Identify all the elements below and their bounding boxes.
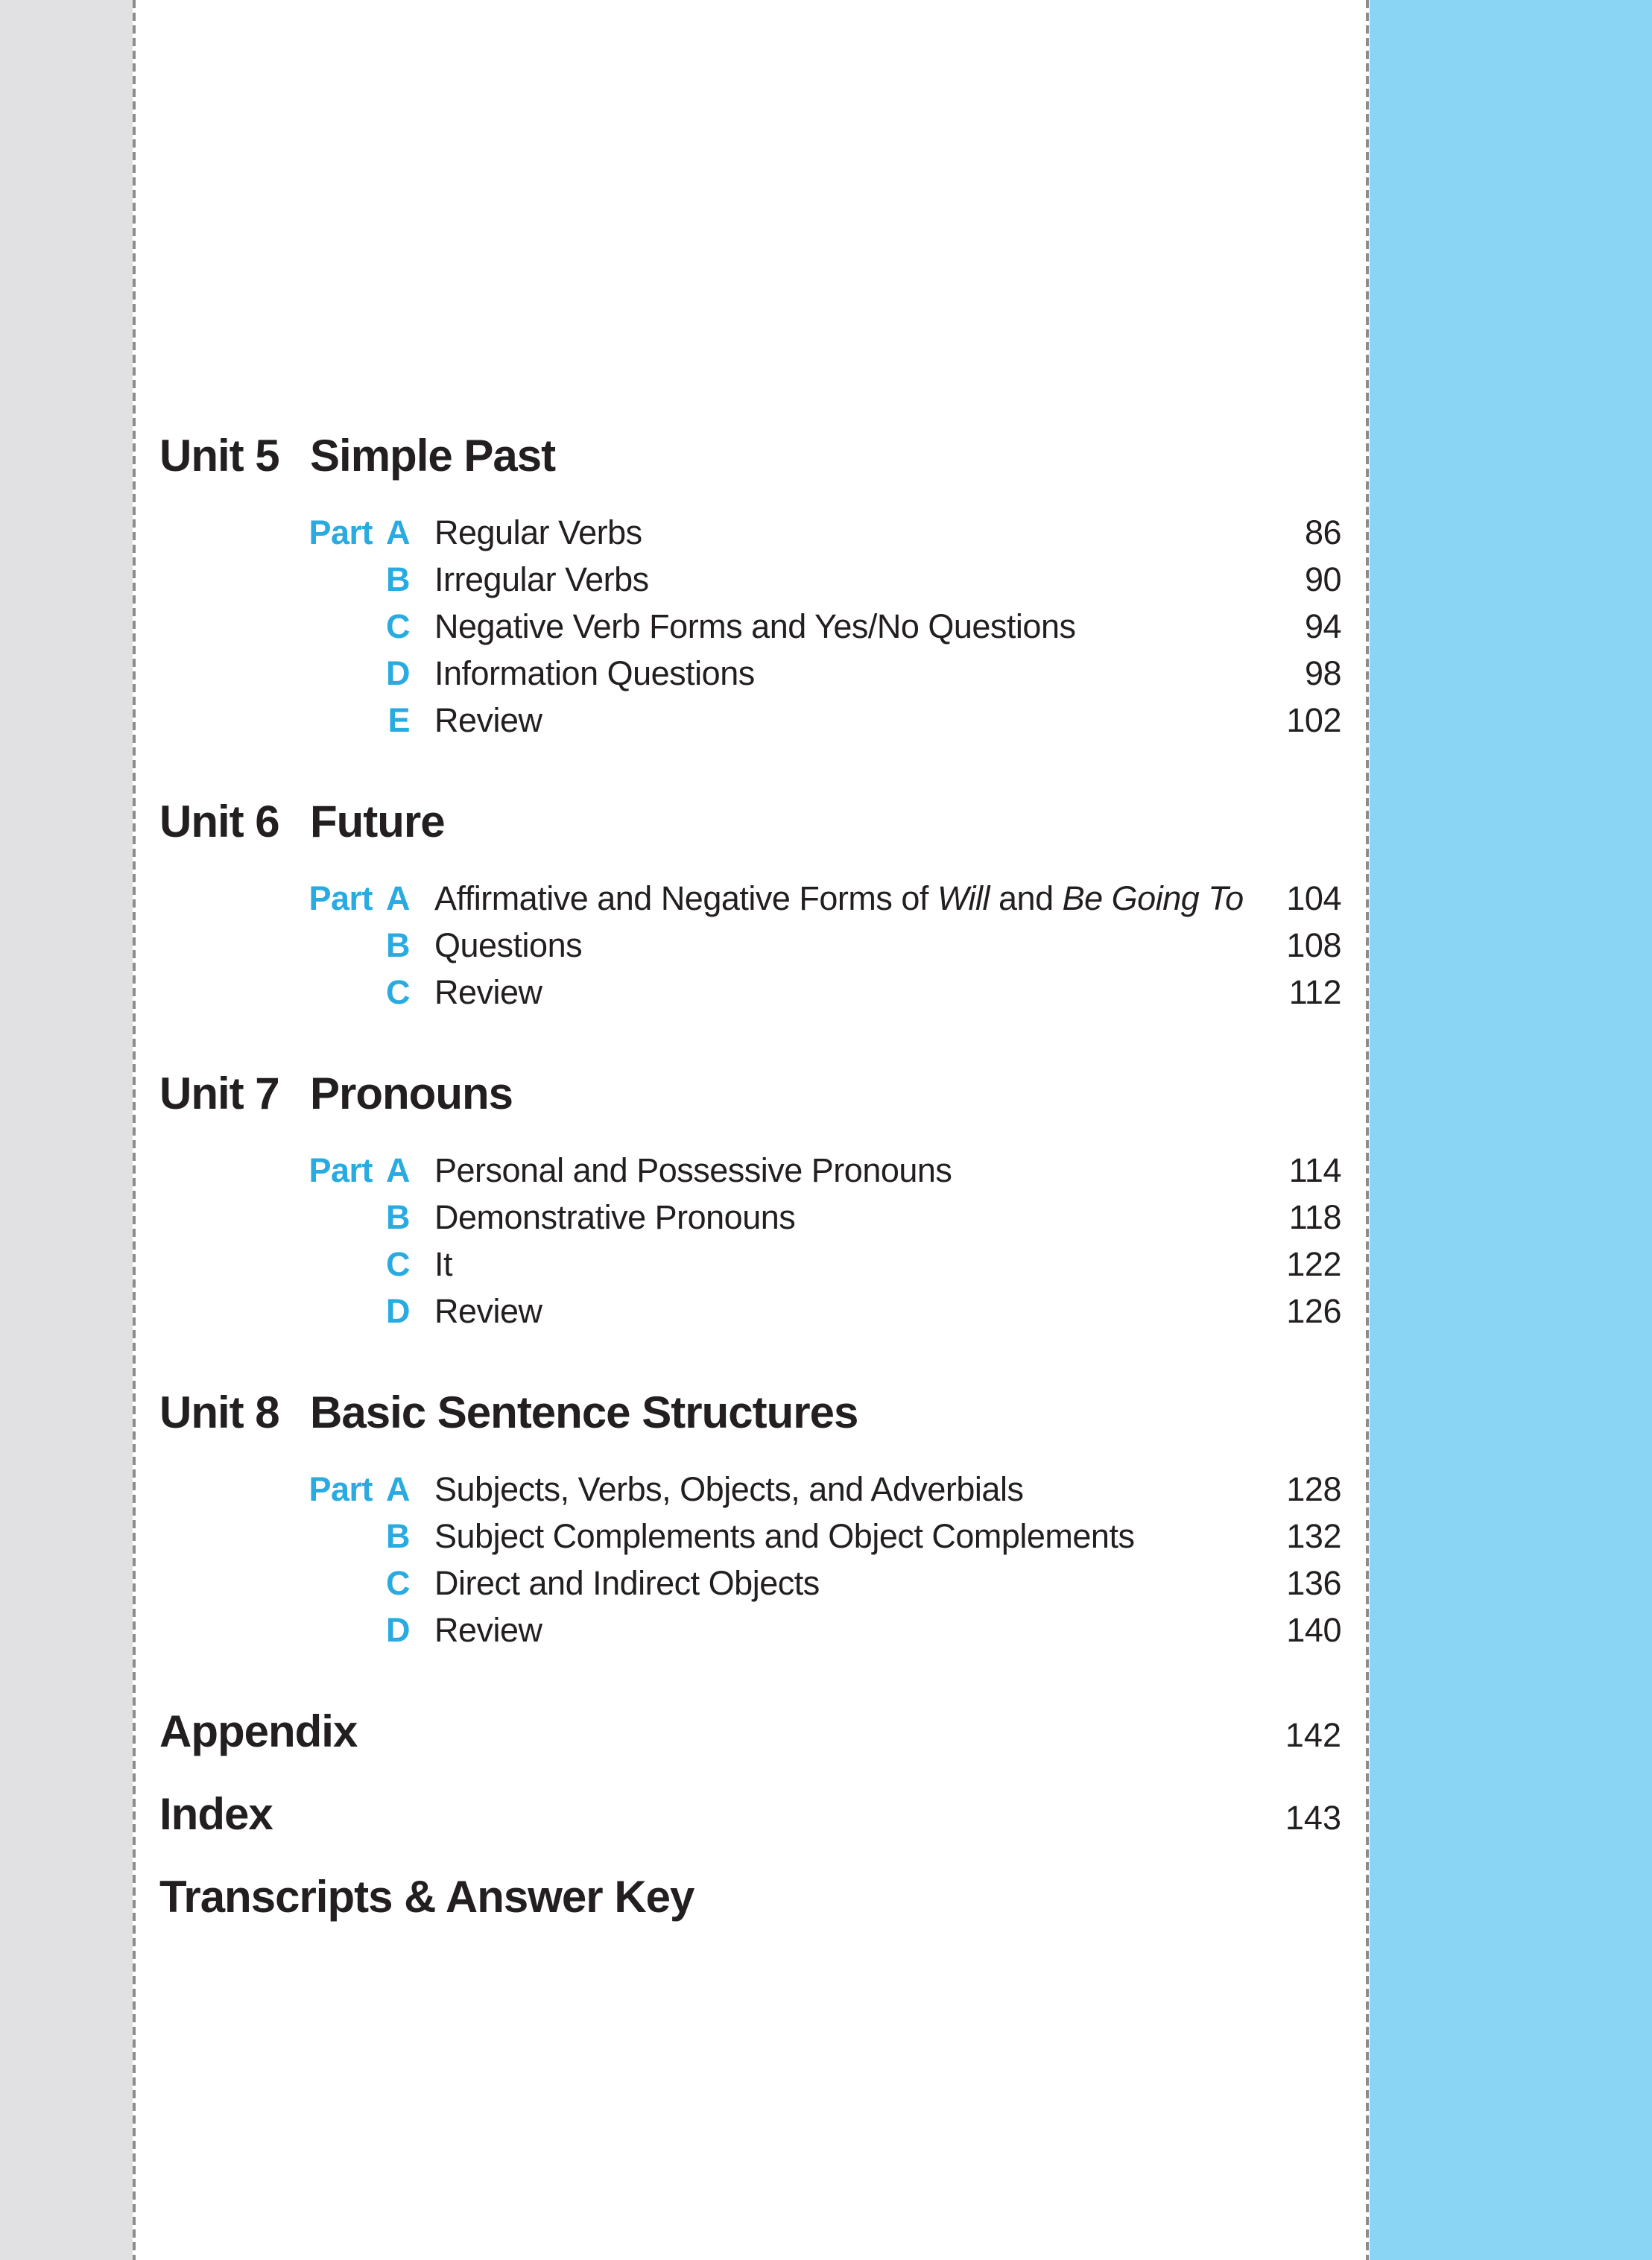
topic-italic-segment: Will: [937, 879, 990, 917]
topic-text-segment: and: [990, 879, 1063, 917]
part-label: [159, 509, 410, 556]
part-letter: B: [386, 1517, 410, 1555]
entry-topic: [410, 697, 1267, 744]
part-label: [159, 697, 410, 744]
unit-title: Future: [310, 797, 445, 846]
part-letter: A: [386, 879, 410, 917]
entry-topic: [410, 1194, 1267, 1241]
unit-heading: [159, 796, 1341, 848]
left-trim-dashed-line: [133, 0, 136, 2260]
part-label: [159, 1147, 410, 1194]
entry-topic: [410, 1288, 1267, 1335]
entry-topic: [410, 1560, 1267, 1607]
topic-text-segment: Review: [434, 973, 542, 1011]
entry-topic: [410, 1607, 1267, 1653]
part-label: [159, 1288, 410, 1335]
part-label: [159, 650, 410, 697]
unit-part-list: [159, 875, 1341, 1016]
topic-text-segment: Review: [434, 701, 542, 739]
entry-page-number: 122: [1286, 1245, 1341, 1283]
part-word: Part: [308, 879, 373, 917]
right-trim-dashed-line: [1366, 0, 1369, 2260]
entry-topic: [410, 875, 1267, 922]
entry-page-number: 114: [1288, 1151, 1341, 1189]
entry-topic: [410, 1466, 1267, 1513]
toc-entry-row: [159, 650, 1341, 697]
back-matter-list: [159, 1706, 1341, 1923]
topic-text-segment: Demonstrative Pronouns: [434, 1198, 796, 1236]
topic-text-segment: Review: [434, 1611, 542, 1649]
entry-topic: [410, 1241, 1267, 1288]
unit-part-list: [159, 509, 1341, 744]
unit-heading: [159, 1387, 1341, 1439]
entry-page-number: 108: [1286, 926, 1341, 964]
toc-entry-row: [159, 875, 1341, 922]
unit-number-label: Unit 7: [159, 1069, 279, 1118]
unit-heading: [159, 430, 1341, 482]
part-letter: B: [386, 1198, 410, 1236]
entry-topic: [410, 1147, 1267, 1194]
unit-number-label: Unit 5: [159, 431, 279, 481]
entry-topic: [410, 1513, 1267, 1560]
part-label: [159, 1241, 410, 1288]
toc-entry-row: [159, 1147, 1341, 1194]
entry-page-number: 136: [1286, 1564, 1341, 1602]
entry-page-number: 140: [1286, 1611, 1341, 1649]
entry-topic: [410, 922, 1267, 969]
entry-topic: [410, 509, 1267, 556]
topic-text-segment: Subject Complements and Object Complements: [434, 1517, 1135, 1555]
part-label: [159, 556, 410, 603]
topic-text-segment: Affirmative and Negative Forms of: [434, 879, 937, 917]
part-letter: C: [386, 1245, 410, 1283]
toc-entry-row: [159, 1288, 1341, 1335]
unit-part-list: [159, 1466, 1341, 1653]
left-margin-strip: [0, 0, 133, 2260]
part-label: [159, 1607, 410, 1653]
entry-page-number: 98: [1304, 654, 1341, 692]
toc-entry-row: [159, 922, 1341, 969]
part-label: [159, 969, 410, 1016]
entry-page-number: 102: [1286, 701, 1341, 739]
part-label: [159, 922, 410, 969]
unit-heading: [159, 1068, 1341, 1120]
entry-topic: [410, 603, 1267, 650]
unit-number-label: Unit 8: [159, 1387, 279, 1437]
toc-entry-row: [159, 1607, 1341, 1653]
toc-entry-row: [159, 1466, 1341, 1513]
part-letter: B: [386, 560, 410, 598]
unit-title: Pronouns: [310, 1069, 513, 1118]
toc-entry-row: [159, 603, 1341, 650]
right-side-blue-panel: [1370, 0, 1652, 2260]
topic-text-segment: Irregular Verbs: [434, 560, 649, 598]
part-label: [159, 1513, 410, 1560]
toc-entry-row: [159, 697, 1341, 744]
entry-page-number: 86: [1304, 513, 1341, 551]
topic-italic-segment: Be Going To: [1062, 879, 1244, 917]
entry-page-number: 126: [1286, 1292, 1341, 1330]
topic-text-segment: Regular Verbs: [434, 513, 642, 551]
entry-page-number: 118: [1288, 1198, 1341, 1236]
toc-entry-row: [159, 1513, 1341, 1560]
entry-page-number: 112: [1288, 973, 1341, 1011]
entry-page-number: 128: [1286, 1470, 1341, 1508]
topic-text-segment: It: [434, 1245, 453, 1283]
part-label: [159, 1466, 410, 1513]
part-letter: A: [386, 1151, 410, 1189]
unit-number-label: Unit 6: [159, 797, 279, 846]
toc-unit-section: [159, 1068, 1341, 1335]
entry-topic: [410, 556, 1267, 603]
part-word: Part: [308, 1151, 373, 1189]
part-label: [159, 1560, 410, 1607]
back-matter-entry: [159, 1871, 1341, 1923]
part-label: [159, 603, 410, 650]
part-letter: E: [387, 701, 410, 739]
unit-title: Basic Sentence Structures: [310, 1387, 858, 1437]
part-word: Part: [308, 513, 373, 551]
part-label: [159, 1194, 410, 1241]
part-letter: D: [386, 654, 410, 692]
topic-text-segment: Subjects, Verbs, Objects, and Adverbials: [434, 1470, 1024, 1508]
part-letter: C: [386, 973, 410, 1011]
back-matter-page-number: 143: [1285, 1799, 1341, 1837]
toc-entry-row: [159, 1560, 1341, 1607]
entry-topic: [410, 969, 1267, 1016]
toc-unit-section: [159, 1387, 1341, 1653]
unit-title: Simple Past: [310, 431, 556, 481]
topic-text-segment: Negative Verb Forms and Yes/No Questions: [434, 607, 1076, 645]
part-letter: A: [386, 513, 410, 551]
part-letter: D: [386, 1611, 410, 1649]
back-matter-entry: [159, 1706, 1341, 1759]
back-matter-title: Index: [159, 1789, 273, 1839]
toc-entry-row: [159, 1241, 1341, 1288]
back-matter-page-number: 142: [1285, 1716, 1341, 1754]
part-letter: C: [386, 607, 410, 645]
entry-page-number: 104: [1286, 879, 1341, 917]
toc-unit-section: [159, 430, 1341, 744]
part-word: Part: [308, 1470, 373, 1508]
part-label: [159, 875, 410, 922]
toc-entry-row: [159, 556, 1341, 603]
toc-unit-section: [159, 796, 1341, 1016]
entry-page-number: 132: [1286, 1517, 1341, 1555]
entry-page-number: 90: [1304, 560, 1341, 598]
back-matter-title: Appendix: [159, 1706, 358, 1756]
topic-text-segment: Review: [434, 1292, 542, 1330]
toc-entry-row: [159, 509, 1341, 556]
toc-entry-row: [159, 1194, 1341, 1241]
topic-text-segment: Direct and Indirect Objects: [434, 1564, 820, 1602]
unit-part-list: [159, 1147, 1341, 1335]
part-letter: A: [386, 1470, 410, 1508]
part-letter: D: [386, 1292, 410, 1330]
toc-content: [136, 0, 1366, 1953]
back-matter-title: Transcripts & Answer Key: [159, 1872, 694, 1922]
topic-text-segment: Information Questions: [434, 654, 755, 692]
back-matter-entry: [159, 1788, 1341, 1841]
topic-text-segment: Questions: [434, 926, 583, 964]
part-letter: C: [386, 1564, 410, 1602]
topic-text-segment: Personal and Possessive Pronouns: [434, 1151, 952, 1189]
entry-page-number: 94: [1304, 607, 1341, 645]
toc-entry-row: [159, 969, 1341, 1016]
part-letter: B: [386, 926, 410, 964]
entry-topic: [410, 650, 1267, 697]
